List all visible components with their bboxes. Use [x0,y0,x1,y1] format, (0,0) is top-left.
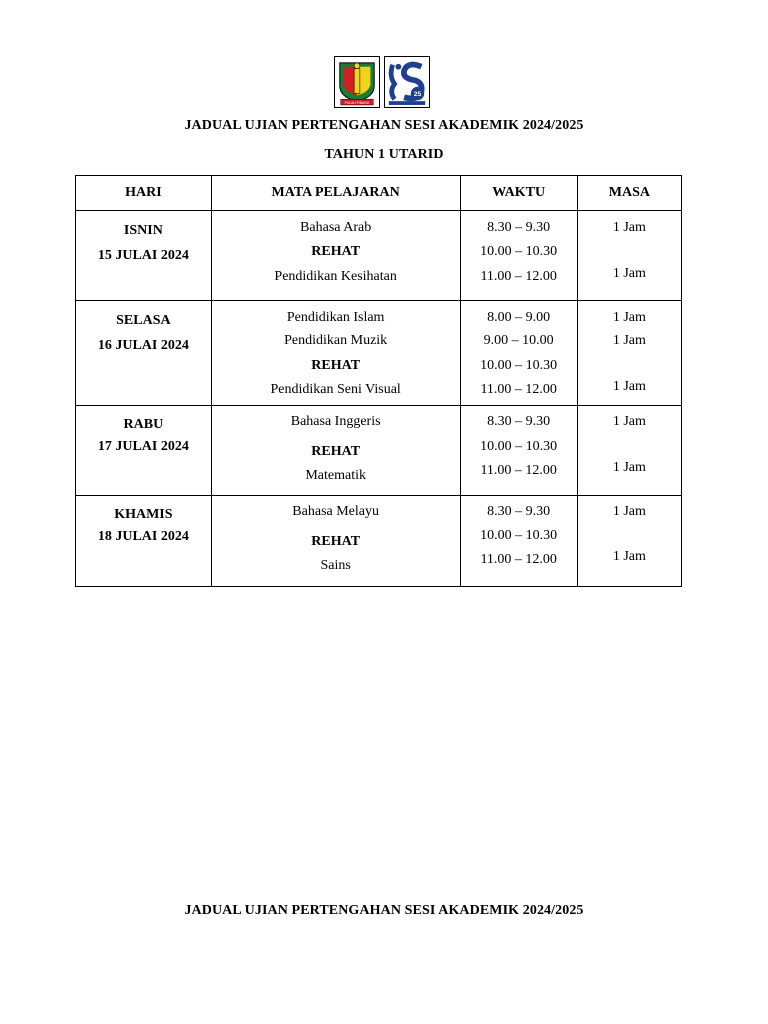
time-slot: 8.30 – 9.30 [487,220,551,235]
table-header-row [76,176,682,211]
school-emblem-icon [385,57,429,107]
duration: 1 Jam [612,310,646,325]
subject: Pendidikan Muzik [284,333,388,348]
day-name: KHAMIS [114,507,173,522]
time-slot: 11.00 – 12.00 [480,552,557,567]
crest-banner-text: PULAU PINANG [344,100,370,105]
state-crest-icon [335,57,379,107]
subject-break: REHAT [311,244,361,259]
subject-cell [211,496,460,587]
header-mata-pelajaran: MATA PELAJARAN [211,176,460,211]
subject-cell [211,301,460,406]
time-slot: 11.00 – 12.00 [480,463,557,478]
day-date: 16 JULAI 2024 [97,338,189,353]
subject: Sains [320,558,351,573]
duration-cell [577,496,681,587]
subject: Bahasa Inggeris [290,414,381,429]
exam-schedule-table [75,175,682,587]
duration: 1 Jam [612,333,646,348]
school-emblem-logo [384,56,430,108]
subject: Matematik [305,468,366,483]
day-date: 15 JULAI 2024 [97,248,189,263]
time-slot: 8.30 – 9.30 [487,414,551,429]
table-row [76,211,682,301]
time-cell [460,301,577,406]
time-slot: 10.00 – 10.30 [480,358,558,373]
header-hari: HARI [76,176,212,211]
duration: 1 Jam [612,549,646,564]
header-masa: MASA [577,176,681,211]
document-title: JADUAL UJIAN PERTENGAHAN SESI AKADEMIK 2024/2025 [184,118,584,133]
day-date: 17 JULAI 2024 [97,439,189,454]
day-name: RABU [123,417,164,432]
day-cell [76,301,212,406]
header-waktu: WAKTU [460,176,577,211]
subject: Pendidikan Islam [286,310,385,325]
subject: Pendidikan Seni Visual [270,382,401,397]
time-slot: 11.00 – 12.00 [480,269,557,284]
day-cell [76,211,212,301]
footer-title: JADUAL UJIAN PERTENGAHAN SESI AKADEMIK 2024/2025 [184,903,584,918]
day-cell [76,496,212,587]
time-cell [460,496,577,587]
time-slot: 8.00 – 9.00 [487,310,551,325]
time-slot: 10.00 – 10.30 [480,528,558,543]
duration-cell [577,211,681,301]
time-cell [460,211,577,301]
duration: 1 Jam [612,379,646,394]
day-name: SELASA [116,313,171,328]
header-logos [334,56,434,110]
emblem-number: 25 [413,90,422,98]
subject: Bahasa Melayu [292,504,379,519]
state-crest-logo [334,56,380,108]
day-date: 18 JULAI 2024 [97,529,189,544]
time-slot: 11.00 – 12.00 [480,382,557,397]
table-row [76,301,682,406]
table-row [76,406,682,496]
day-cell [76,406,212,496]
duration: 1 Jam [612,266,646,281]
subject-cell [211,211,460,301]
duration: 1 Jam [612,460,646,475]
class-name: TAHUN 1 UTARID [324,147,444,162]
duration: 1 Jam [612,504,646,519]
subject: Bahasa Arab [300,220,372,235]
time-slot: 10.00 – 10.30 [480,439,558,454]
subject: Pendidikan Kesihatan [274,269,397,284]
time-slot: 10.00 – 10.30 [480,244,558,259]
table-row [76,496,682,587]
subject-break: REHAT [311,534,361,549]
duration-cell [577,406,681,496]
subject-break: REHAT [311,444,361,459]
time-slot: 9.00 – 10.00 [483,333,554,348]
subject-break: REHAT [311,358,361,373]
time-cell [460,406,577,496]
duration-cell [577,301,681,406]
duration: 1 Jam [612,414,646,429]
subject-cell [211,406,460,496]
time-slot: 8.30 – 9.30 [487,504,551,519]
day-name: ISNIN [123,223,163,238]
duration: 1 Jam [612,220,646,235]
